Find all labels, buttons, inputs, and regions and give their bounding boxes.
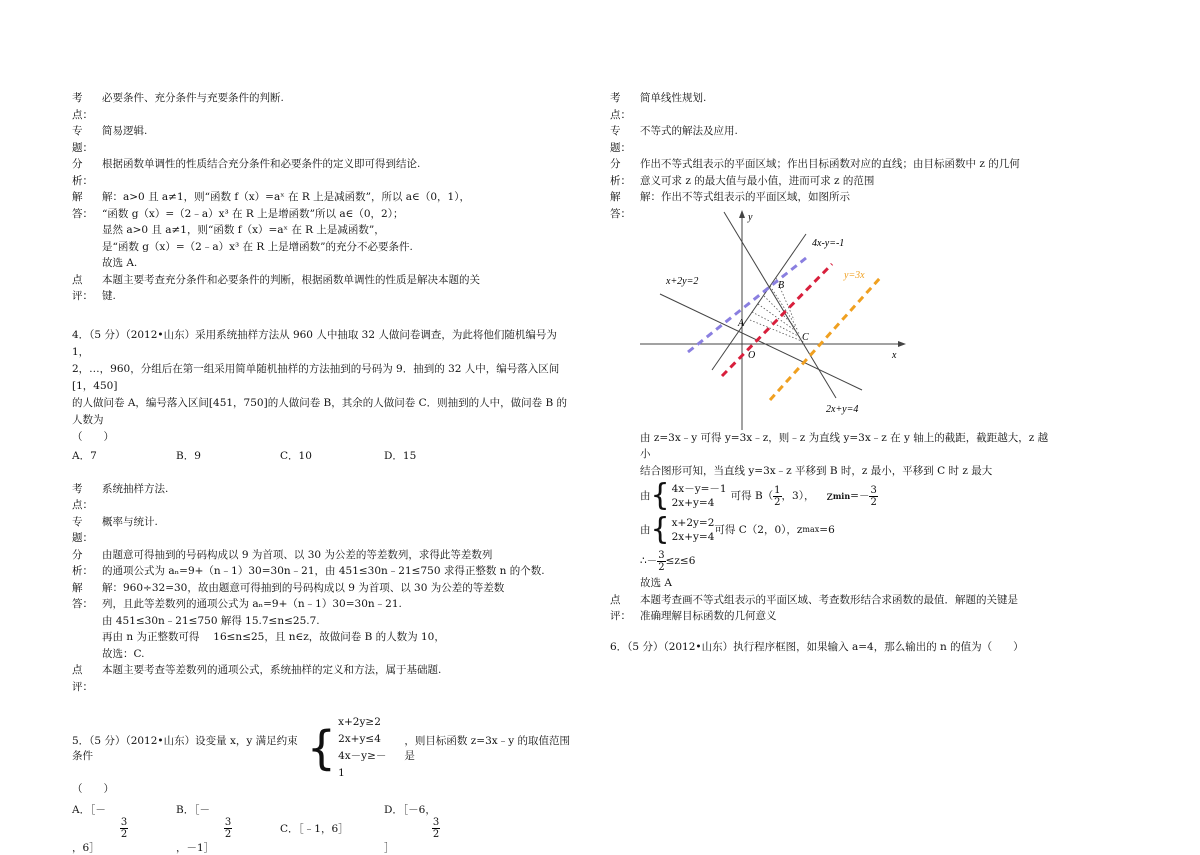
y-label: y xyxy=(748,211,753,223)
zhuanti-row: 专 题： 简易逻辑. xyxy=(72,123,572,156)
fenxi-row: 分 析： 根据函数单调性的性质结合充分条件和必要条件的定义即可得到结论. xyxy=(72,156,572,189)
fenxi-row: 分 析： 作出不等式组表示的平面区域；作出目标函数对应的直线；由目标函数中 z 的几何 意义可求 z 的最大值与最小值，进而可求 z 的范围 xyxy=(610,158,1020,187)
jieda-row: 解 答： 解：a>0 且 a≠1，则“函数 f（x）=aˣ 在 R 上是减函数”，所以 a∈（0，1）， “函数 g（x）=（2﹣a）x³ 在 R 上是增函数”所以 a∈（0，2）； 显然 a>0 且 a≠1，则“函数 f（x）=aˣ 在 R 上是减函数”， 是“函数 g（x）=（2﹣a）x³ 在 R 上是增函数”的充分不必要条件. 故选 A. xyxy=(72,189,572,272)
option-a: A．7 xyxy=(72,449,97,462)
option-c: C．［﹣1，6］ xyxy=(280,823,349,835)
point-c: C xyxy=(802,331,809,343)
x-label: x xyxy=(892,349,897,361)
point-a: A xyxy=(738,317,745,329)
fenxi-text: 根据函数单调性的性质结合充分条件和必要条件的定义即可得到结论. xyxy=(102,158,421,170)
label-x2y: x+2y=2 xyxy=(666,275,699,287)
row-label: 考 点： xyxy=(72,92,93,121)
option-c: C．10 xyxy=(280,449,312,462)
label-2xy: 2x+y=4 xyxy=(826,403,859,415)
fenxi-row: 分 析： 由题意可得抽到的号码构成以 9 为首项、以 30 为公差的等差数列，求得此等差数列 的通项公式为 aₙ=9+（n﹣1）30=30n﹣21，由 451≤30n﹣21≤750 求得正整数 n 的个数. xyxy=(72,548,545,577)
jieda-row: 解 答： 解：960÷32=30，故由题意可得抽到的号码构成以 9 为首项、以 30 为公差的等差数 列，且此等差数列的通项公式为 aₙ=9+（n﹣1）30=30n﹣21. 由 451≤30n﹣21≤750 解得 15.7≤n≤25.7. 再由 n 为正整数可得 16≤n≤25，且 n∈z，故做问卷 B 的人数为 10， 故选：C. xyxy=(72,581,505,660)
objective-line-orange xyxy=(770,278,880,400)
point-b: B xyxy=(778,279,785,291)
option-b: B．［－ $\frac{3}{2}$ ，－1］ xyxy=(176,804,232,854)
kaodian-text: 必要条件、充分条件与充要条件的判断. xyxy=(102,92,284,104)
option-a: A．［－ $\frac{3}{2}$ ，6］ xyxy=(72,804,128,854)
label-y3x: y=3x xyxy=(844,269,865,281)
zhuanti-row: 专 题： 概率与统计. xyxy=(72,515,158,544)
dianping-text: 本题主要考查充分条件和必要条件的判断，根据函数单调性的性质是解决本题的关 键. xyxy=(102,273,480,302)
kaodian-row: 考 点： 系统抽样方法. xyxy=(72,482,169,511)
right-column xyxy=(610,90,1050,654)
range-line: ∴－ $\frac{3}{2}$ ≤z≤6 xyxy=(640,549,696,573)
label-4x-y: 4x-y=-1 xyxy=(812,237,845,249)
question-5: 5．（5 分）（2012•山东）设变量 x，y 满足约束条件 { x+2y≥2 2x+y≤4 4x－y≥－1 ，则目标函数 z=3x﹣y 的取值范围是 （ ） A．［－ $\frac{3}{2}$ ，6］ B．［－ $\frac{3}{2}$ ，－1］ C．［﹣1，6］ D．［－6， $\frac{3}{2}$ ］ xyxy=(72,721,572,855)
option-b: B．9 xyxy=(176,449,201,462)
left-column xyxy=(72,90,572,855)
origin-label: O xyxy=(748,349,756,361)
kaodian-row: 考 点： 简单线性规划. xyxy=(610,92,707,121)
question-6: 6．（5 分）（2012•山东）执行程序框图，如果输入 a=4，那么输出的 n 的值为（ ） xyxy=(610,640,1024,653)
line-4x-y xyxy=(712,234,806,370)
question-4-options xyxy=(72,448,572,465)
dianping-row: 点 评： 本题考查画不等式组表示的平面区域、考查数形结合求函数的最值．解题的关键是 准确理解目标函数的几何意义 xyxy=(610,593,1018,622)
objective-line-purple xyxy=(688,258,806,352)
question-5-options xyxy=(72,802,572,855)
zhuanti-row: 专 题： 不等式的解法及应用. xyxy=(610,125,738,154)
dianping-row: 点 评： 本题主要考查充分条件和必要条件的判断，根据函数单调性的性质是解决本题的关 键. xyxy=(72,272,572,305)
feasible-region-graph xyxy=(640,208,910,430)
question-4: 4．（5 分）（2012•山东）采用系统抽样方法从 960 人中抽取 32 人做问卷调查，为此将他们随机编号为 1， 2，…，960，分组后在第一组采用简单随机抽样的方法抽到的号码为 9．抽到的 32 人中，编号落入区间[1，450] 的人做问卷 A，编号落入区间[451，750]的人做问卷 B，其余的人做问卷 C．则抽到的人中，做问卷 B 的人数为 （ ） A．7 B．9 C．10 D．15 xyxy=(72,327,572,465)
system-c: 由 { x+2y=2 2x+y=4 可得 C（2，0），z max =6 xyxy=(640,512,835,547)
option-d: D．15 xyxy=(384,449,417,462)
option-d: D．［－6， $\frac{3}{2}$ ］ xyxy=(384,804,440,854)
kaodian-row xyxy=(72,90,572,123)
jieda-text: 解：a>0 且 a≠1，则“函数 f（x）=aˣ 在 R 上是减函数”，所以 a∈（0，1）， “函数 g（x）=（2﹣a）x³ 在 R 上是增函数”所以 a∈（0，2）； 显然 a>0 且 a≠1，则“函数 f（x）=aˣ 在 R 上是减函数”， 是“函数 g（x）=（2﹣a）x³ 在 R 上是增函数”的充分不必要条件. 故选 A. xyxy=(102,191,470,269)
dianping-row: 点 评： 本题主要考查等差数列的通项公式，系统抽样的定义和方法，属于基础题. xyxy=(72,664,442,693)
line-x2y xyxy=(660,294,862,390)
jieda-row: 解 答： 解：作出不等式组表示的平面区域，如图所示 y x O 4x-y=-1 x+2y=2 y=3x 2x+y=4 A B C 由 z=3x﹣y 可得 y=3x﹣z，则﹣z 为直线 y=3x﹣z 在 y 轴上的截距，截距越大，z 越小 结合图形可知，当直线 y=3x﹣z 平移到 B 时，z 最小，平移到 C 时 z 最大 由 { 4x－y=－1 2x+y=4 可得 B（ $\frac{1}{2}$ ，3）， z min =－ $\frac{3}{2}$ 由 { x+2y=2 2x+y=4 可得 C（2，0），z max =6 ∴－ $\frac{3}{2}$ ≤z≤6 故选 A xyxy=(610,191,1049,589)
system-b: 由 { 4x－y=－1 2x+y=4 可得 B（ $\frac{1}{2}$ ，3）， z min =－ $\frac{3}{2}$ xyxy=(640,478,877,513)
zhuanti-text: 简易逻辑. xyxy=(102,125,148,137)
